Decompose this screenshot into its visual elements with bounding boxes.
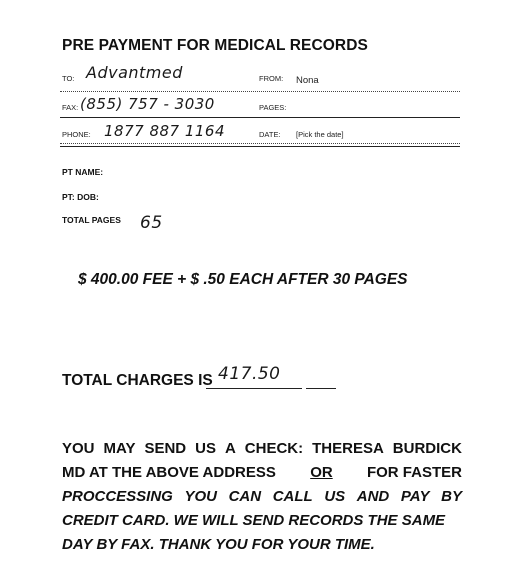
instructions-line: MD AT THE ABOVE ADDRESS OR FOR FASTER [62, 461, 462, 485]
pt-dob-label: PT: DOB: [62, 192, 99, 202]
row-divider [60, 91, 460, 92]
to-value: Advantmed [86, 63, 183, 82]
row-divider [60, 146, 460, 147]
from-value: Nona [296, 75, 319, 86]
row-divider [60, 117, 460, 118]
to-label: TO: [62, 74, 75, 83]
payment-instructions [62, 437, 462, 557]
or-emphasis: OR [310, 464, 333, 481]
total-pages-value: 65 [140, 213, 163, 233]
phone-label: PHONE: [62, 130, 91, 139]
pages-label: PAGES: [259, 103, 287, 112]
total-charges-label: TOTAL CHARGES IS [62, 372, 213, 389]
instructions-line: CREDIT CARD. WE WILL SEND RECORDS THE SAME [62, 512, 446, 529]
from-label: FROM: [259, 74, 284, 83]
total-charges-underline [206, 388, 302, 389]
form-title: PRE PAYMENT FOR MEDICAL RECORDS [62, 37, 368, 54]
instructions-line: DAY BY FAX. THANK YOU FOR YOUR TIME. [62, 536, 375, 553]
total-charges-value: 417.50 [218, 364, 281, 384]
row-divider [60, 143, 460, 144]
total-pages-label: TOTAL PAGES [62, 215, 121, 225]
fee-description: $ 400.00 FEE + $ .50 EACH AFTER 30 PAGES [78, 271, 408, 288]
total-charges-underline [306, 388, 336, 389]
instructions-line: PROCCESSING YOU CAN CALL US AND PAY BY [62, 488, 462, 505]
date-label: DATE: [259, 130, 281, 139]
instructions-line: YOU MAY SEND US A CHECK: THERESA BURDICK [62, 440, 462, 457]
phone-value: 1877 887 1164 [104, 122, 226, 140]
date-value: [Pick the date] [296, 130, 344, 139]
fax-value: (855) 757 - 3030 [80, 95, 215, 113]
pt-name-label: PT NAME: [62, 167, 104, 177]
fax-label: FAX: [62, 103, 79, 112]
